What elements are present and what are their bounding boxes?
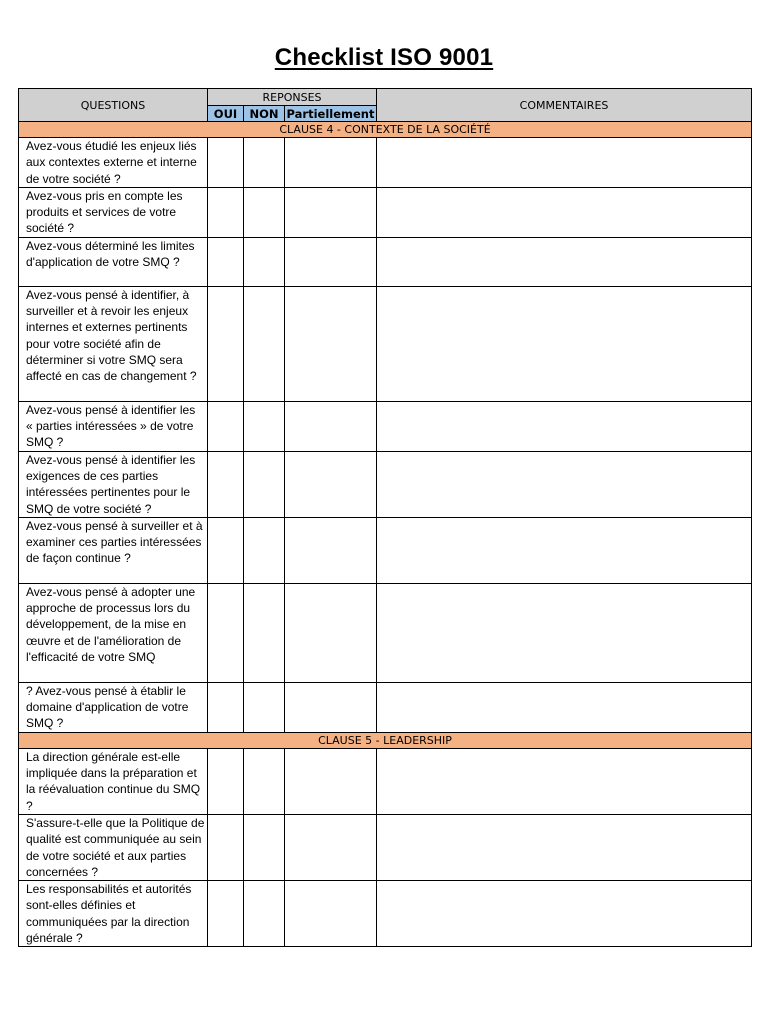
table-row xyxy=(19,138,752,188)
partiellement-cell[interactable] xyxy=(285,583,377,682)
comment-cell[interactable] xyxy=(377,881,752,947)
table-row xyxy=(19,682,752,732)
non-cell[interactable] xyxy=(244,187,285,237)
non-cell[interactable] xyxy=(244,401,285,451)
oui-cell[interactable] xyxy=(208,814,244,880)
table-row xyxy=(19,286,752,401)
table-row xyxy=(19,814,752,880)
oui-cell[interactable] xyxy=(208,138,244,188)
comment-cell[interactable] xyxy=(377,401,752,451)
non-cell[interactable] xyxy=(244,881,285,947)
partiellement-cell[interactable] xyxy=(285,187,377,237)
comment-cell[interactable] xyxy=(377,682,752,732)
questions-header: QUESTIONS xyxy=(19,89,208,122)
partiellement-cell[interactable] xyxy=(285,401,377,451)
question-text: La direction générale est-elle impliquée dans la préparation et la réévaluation continue du SMQ ? xyxy=(19,748,208,814)
non-cell[interactable] xyxy=(244,138,285,188)
commentaires-header: COMMENTAIRES xyxy=(377,89,752,122)
non-cell[interactable] xyxy=(244,583,285,682)
oui-cell[interactable] xyxy=(208,748,244,814)
partiellement-cell[interactable] xyxy=(285,138,377,188)
non-cell[interactable] xyxy=(244,517,285,583)
question-text: Avez-vous pensé à adopter une approche de processus lors du développement, de la mise en œuvre et de l'amélioration de l'efficacité de votre SMQ xyxy=(19,583,208,682)
oui-cell[interactable] xyxy=(208,187,244,237)
non-cell[interactable] xyxy=(244,682,285,732)
question-text: Avez-vous pensé à identifier, à surveiller et à revoir les enjeux internes et externes pertinents pour votre société afin de déterminer si votre SMQ sera affecté en cas de changement ? xyxy=(19,286,208,401)
comment-cell[interactable] xyxy=(377,286,752,401)
comment-cell[interactable] xyxy=(377,814,752,880)
question-text: Avez-vous pensé à surveiller et à examiner ces parties intéressées de façon continue ? xyxy=(19,517,208,583)
question-text: Avez-vous pensé à identifier les « parties intéressées » de votre SMQ ? xyxy=(19,401,208,451)
oui-cell[interactable] xyxy=(208,682,244,732)
table-row xyxy=(19,583,752,682)
partiellement-header: Partiellement xyxy=(285,106,377,122)
partiellement-cell[interactable] xyxy=(285,451,377,517)
oui-cell[interactable] xyxy=(208,237,244,286)
comment-cell[interactable] xyxy=(377,583,752,682)
non-cell[interactable] xyxy=(244,814,285,880)
oui-cell[interactable] xyxy=(208,286,244,401)
comment-cell[interactable] xyxy=(377,237,752,286)
question-text: Avez-vous pensé à identifier les exigences de ces parties intéressées pertinentes pour le SMQ de votre société ? xyxy=(19,451,208,517)
non-cell[interactable] xyxy=(244,237,285,286)
non-header: NON xyxy=(244,106,285,122)
partiellement-cell[interactable] xyxy=(285,748,377,814)
non-cell[interactable] xyxy=(244,451,285,517)
page-title: Checklist ISO 9001 xyxy=(274,44,494,71)
partiellement-cell[interactable] xyxy=(285,237,377,286)
partiellement-cell[interactable] xyxy=(285,286,377,401)
partiellement-cell[interactable] xyxy=(285,881,377,947)
comment-cell[interactable] xyxy=(377,748,752,814)
oui-header: OUI xyxy=(208,106,244,122)
table-row xyxy=(19,187,752,237)
partiellement-cell[interactable] xyxy=(285,814,377,880)
question-text: S'assure-t-elle que la Politique de qualité est communiquée au sein de votre société et aux parties concernées ? xyxy=(19,814,208,880)
oui-cell[interactable] xyxy=(208,881,244,947)
oui-cell[interactable] xyxy=(208,583,244,682)
clause-4-header: CLAUSE 4 - CONTEXTE DE LA SOCIÉTÉ xyxy=(19,122,752,138)
oui-cell[interactable] xyxy=(208,451,244,517)
question-text: ? Avez-vous pensé à établir le domaine d'application de votre SMQ ? xyxy=(19,682,208,732)
table-row xyxy=(19,451,752,517)
question-text: Avez-vous déterminé les limites d'application de votre SMQ ? xyxy=(19,237,208,286)
comment-cell[interactable] xyxy=(377,187,752,237)
table-row xyxy=(19,748,752,814)
partiellement-cell[interactable] xyxy=(285,517,377,583)
oui-cell[interactable] xyxy=(208,517,244,583)
comment-cell[interactable] xyxy=(377,138,752,188)
table-row xyxy=(19,881,752,947)
question-text: Avez-vous étudié les enjeux liés aux contextes externe et interne de votre société ? xyxy=(19,138,208,188)
table-row xyxy=(19,401,752,451)
question-text: Avez-vous pris en compte les produits et services de votre société ? xyxy=(19,187,208,237)
table-row xyxy=(19,517,752,583)
comment-cell[interactable] xyxy=(377,451,752,517)
checklist-table xyxy=(18,88,752,947)
oui-cell[interactable] xyxy=(208,401,244,451)
non-cell[interactable] xyxy=(244,748,285,814)
partiellement-cell[interactable] xyxy=(285,682,377,732)
question-text: Les responsabilités et autorités sont-elles définies et communiquées par la direction générale ? xyxy=(19,881,208,947)
non-cell[interactable] xyxy=(244,286,285,401)
comment-cell[interactable] xyxy=(377,517,752,583)
reponses-header: REPONSES xyxy=(208,89,377,106)
table-row xyxy=(19,237,752,286)
clause-5-header: CLAUSE 5 - LEADERSHIP xyxy=(19,732,752,748)
